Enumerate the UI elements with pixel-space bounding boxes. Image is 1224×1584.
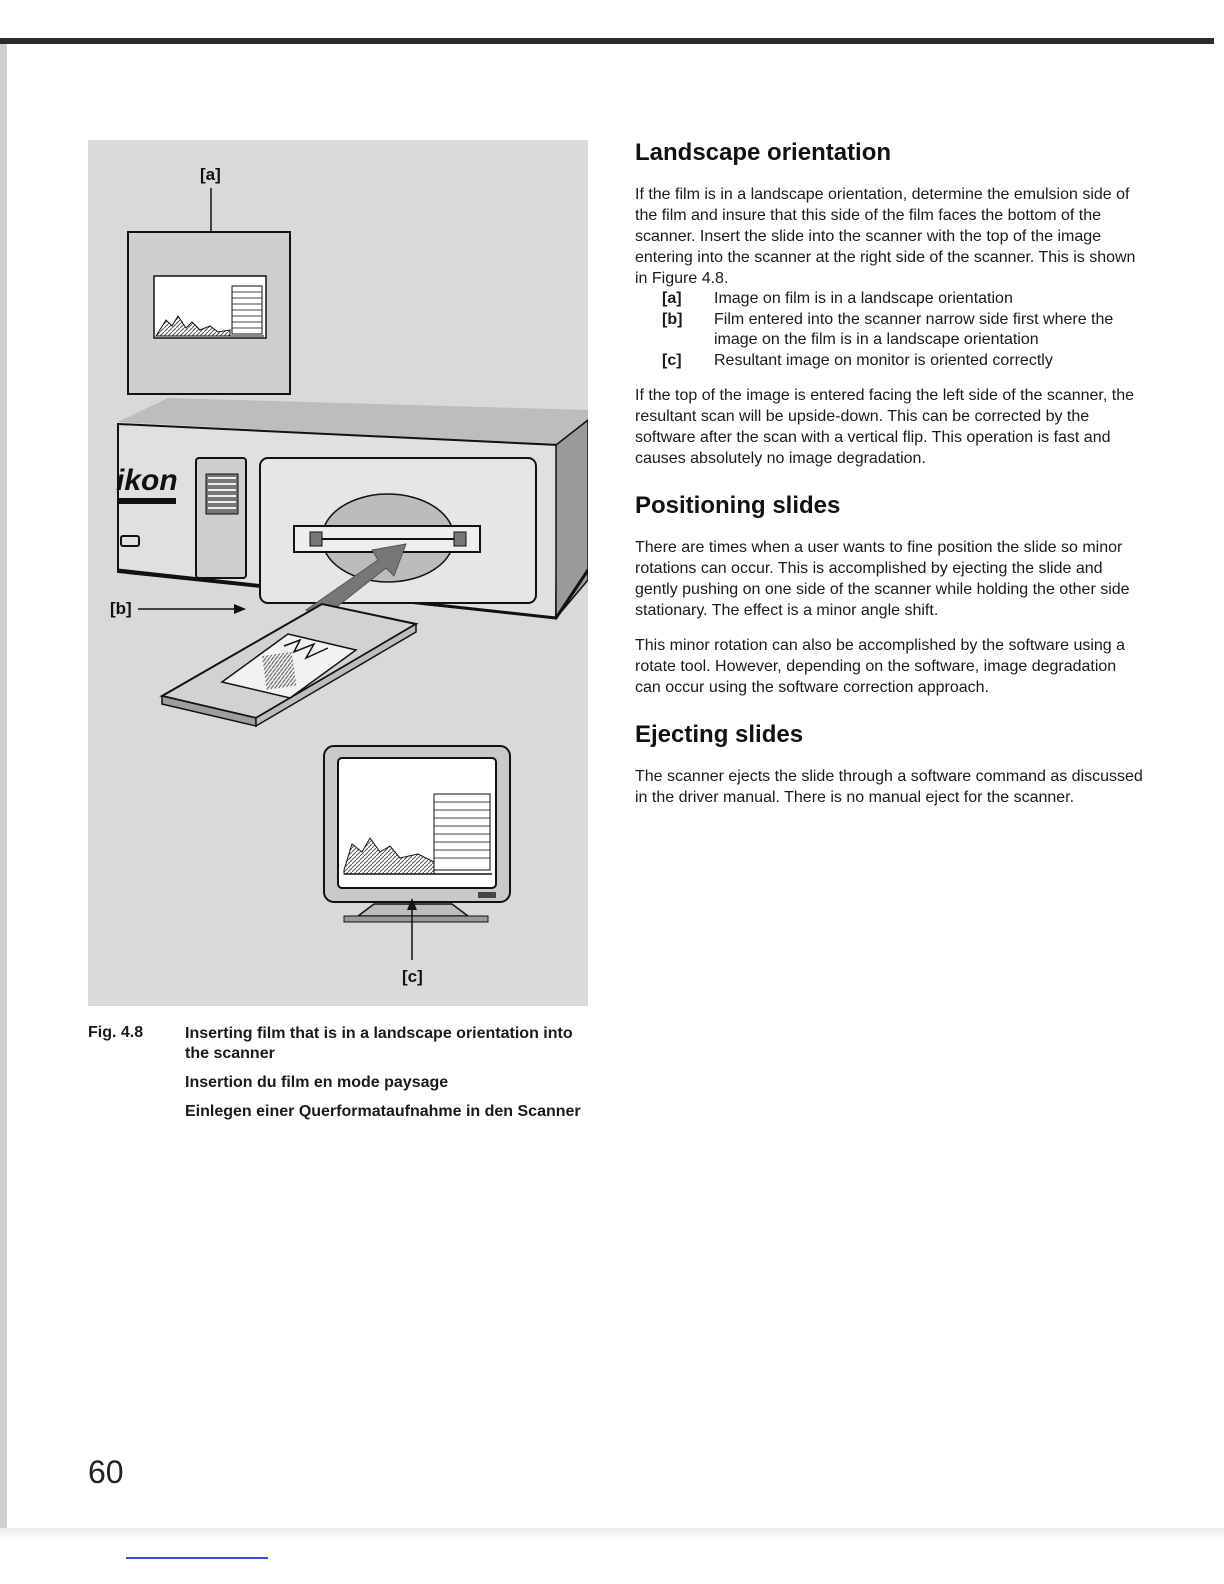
legend-text: Image on film is in a landscape orientation <box>714 290 1013 307</box>
film-icon <box>162 604 416 726</box>
heading-positioning-slides: Positioning slides <box>635 492 841 519</box>
list-item <box>635 289 1145 310</box>
caption-german: Einlegen einer Querformataufnahme in den Scanner <box>185 1103 581 1120</box>
heading-landscape-orientation: Landscape orientation <box>635 139 892 166</box>
legend-key: [c] <box>662 351 682 369</box>
bottom-edge-shadow <box>0 1528 1224 1540</box>
caption-english: Inserting film that is in a landscape orientation into the scanner <box>185 1025 573 1062</box>
label-a: [a] <box>200 165 221 184</box>
left-edge-shadow <box>0 44 7 1532</box>
caption-french: Insertion du film en mode paysage <box>185 1074 449 1091</box>
landscape-paragraph-2: If the top of the image is entered facing the left side of the scanner, the resultant scan will be upside-down. This can be corrected by the software after the scan with a vertical flip. This operation is fast and causes absolutely no image degradation. <box>635 387 1134 467</box>
legend-key: [b] <box>662 310 683 328</box>
list-item <box>635 351 1145 372</box>
arrow-b-head <box>234 604 246 614</box>
text-column <box>635 138 1145 822</box>
figure-4-8 <box>88 140 588 1006</box>
figure-number: Fig. 4.8 <box>88 1024 144 1041</box>
positioning-paragraph-2: This minor rotation can also be accomplished by the software using a rotate tool. However, depending on the software, image degradation can occur using the software correction approach. <box>635 637 1126 696</box>
landscape-paragraph-1: If the film is in a landscape orientation, determine the emulsion side of the film and insure that this side of the film faces the bottom of the scanner. Insert the slide into the scanner with the top of the image entering into the scanner at the right side of the scanner. This is shown in Figure 4.8. <box>635 186 1136 287</box>
page-number: 60 <box>88 1454 124 1490</box>
top-rule <box>0 38 1214 44</box>
legend-text: Film entered into the scanner narrow side first where the image on the film is in a landscape orientation <box>714 310 1114 348</box>
label-b: [b] <box>110 599 132 618</box>
monitor-icon <box>324 746 510 922</box>
slide-icon <box>128 232 290 394</box>
heading-ejecting-slides: Ejecting slides <box>635 721 804 748</box>
ejecting-paragraph-1: The scanner ejects the slide through a software command as discussed in the driver manual. There is no manual eject for the scanner. <box>635 768 1143 806</box>
label-c: [c] <box>402 967 423 986</box>
legend-text: Resultant image on monitor is oriented correctly <box>714 351 1053 369</box>
bottom-blue-mark <box>126 1557 268 1559</box>
landscape-legend-list <box>635 289 1145 371</box>
positioning-paragraph-1: There are times when a user wants to fine position the slide so minor rotations can occur. This is accomplished by ejecting the slide and gently pushing on one side of the scanner while holding the other side stationary. The effect is a minor angle shift. <box>635 539 1130 619</box>
legend-key: [a] <box>662 290 682 307</box>
list-item <box>635 310 1145 351</box>
scanner-brand: ikon <box>116 464 178 497</box>
